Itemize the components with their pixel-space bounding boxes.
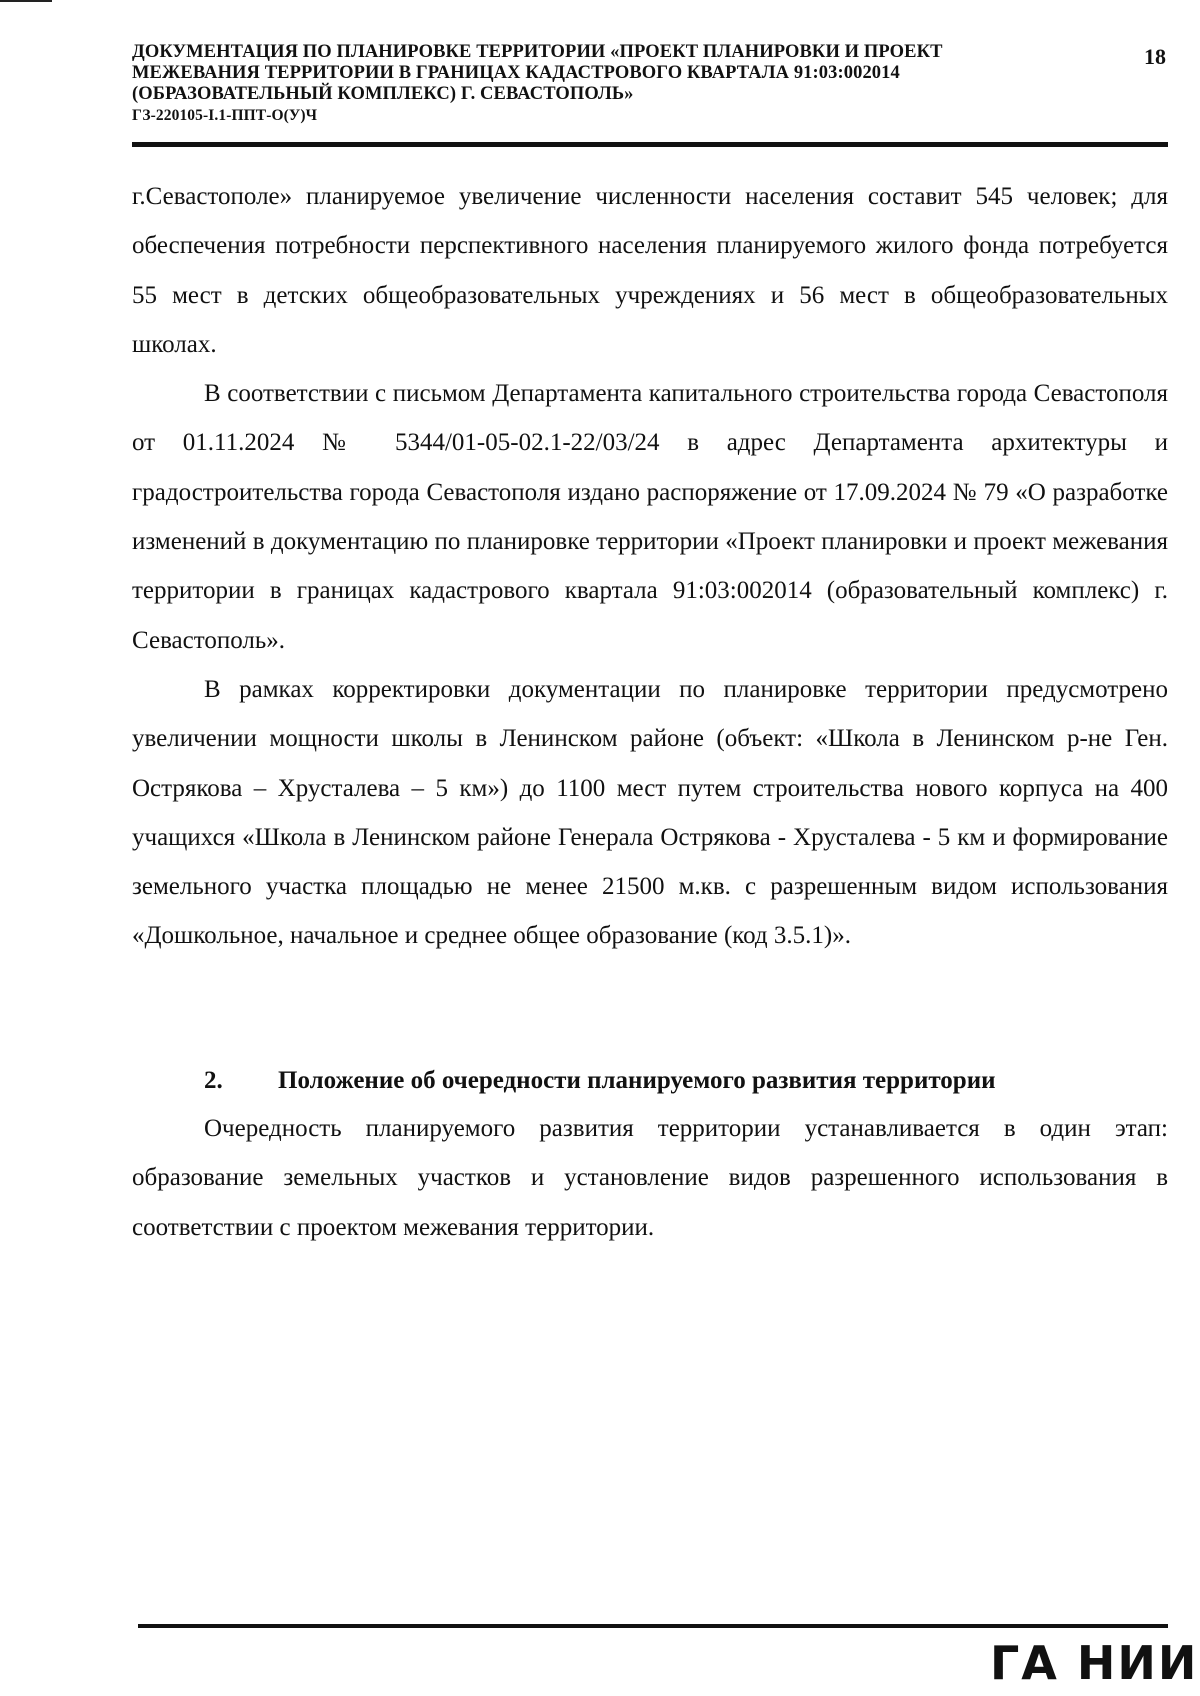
page-number: 18 <box>1144 44 1166 69</box>
logo-text: ГА НИИ <box>990 1636 1199 1690</box>
paragraph-population: г.Севастополе» планируемое увеличение численности населения составит 545 человек; для обеспечения потребности перспективного населения планируемого жилого фонда потребуется 55 мест в детских общеобразовательных учреждениях и 56 мест в общеобразовательных школах. <box>132 183 1168 358</box>
document-code: ГЗ-220105-I.1-ППТ-О(У)Ч <box>132 107 318 124</box>
header-title-line-2: МЕЖЕВАНИЯ ТЕРРИТОРИИ В ГРАНИЦАХ КАДАСТРОВОГО КВАРТАЛА 91:03:002014 <box>132 63 900 83</box>
section-heading <box>204 1064 1164 1098</box>
section-number: 2. <box>204 1067 223 1094</box>
section-text <box>132 1104 1168 1252</box>
scan-corner-mark <box>0 0 52 2</box>
organization-logo <box>990 1636 1199 1696</box>
header-title-line-3: (ОБРАЗОВАТЕЛЬНЫЙ КОМПЛЕКС) Г. СЕВАСТОПОЛЬ» <box>132 84 634 104</box>
section-title: Положение об очередности планируемого развития территории <box>278 1067 996 1094</box>
paragraph-school-expansion: В рамках корректировки документации по планировке территории предусмотрено увеличении мощности школы в Ленинском районе (объект: «Школа в Ленинском р-не Ген. Острякова – Хрусталева – 5 км») до 1100 мест путем строительства нового корпуса на 400 учащихся «Школа в Ленинском районе Генерала Острякова - Хрусталева - 5 км и формирование земельного участка площадью не менее 21500 м.кв. с разрешенным видом использования «Дошкольное, начальное и среднее общее образование (код 3.5.1)». <box>132 675 1168 950</box>
header-divider <box>132 142 1168 147</box>
header-title-line-1: ДОКУМЕНТАЦИЯ ПО ПЛАНИРОВКЕ ТЕРРИТОРИИ «ПРОЕКТ ПЛАНИРОВКИ И ПРОЕКТ <box>132 42 943 62</box>
footer-divider <box>138 1624 1168 1628</box>
body-text <box>132 172 1168 961</box>
document-header <box>132 42 1032 127</box>
paragraph-department-letter: В соответствии с письмом Департамента капитального строительства города Севастополя от 01.11.2024 № 5344/01-05-02.1-22/03/24 в адрес Департамента архитектуры и градостроительства города Севастополя издано распоряжение от 17.09.2024 № 79 «О разработке изменений в документацию по планировке территории «Проект планировки и проект межевания территории в границах кадастрового квартала 91:03:002014 (образовательный комплекс) г. Севастополь». <box>132 380 1168 654</box>
paragraph-development-stages: Очередность планируемого развития территории устанавливается в один этап: образование земельных участков и установление видов разрешенного использования в соответствии с проектом межевания территории. <box>132 1115 1168 1241</box>
